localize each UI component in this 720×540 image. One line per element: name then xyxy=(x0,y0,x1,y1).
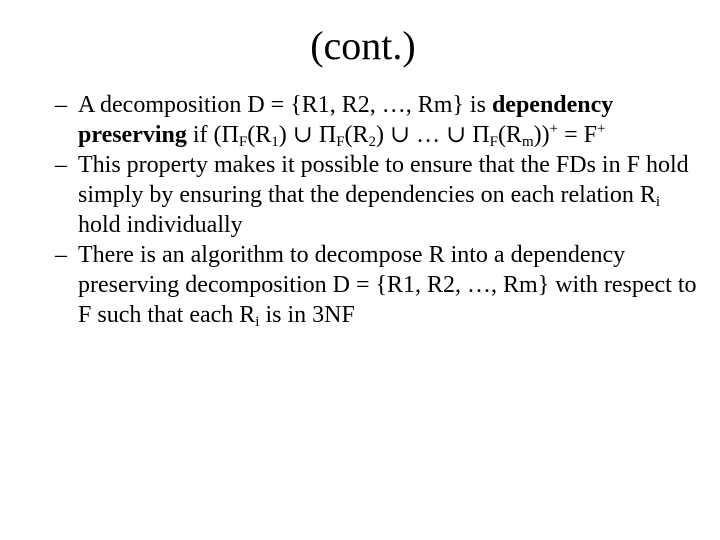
bold-term: dependency preserving xyxy=(78,92,614,148)
bullet-dash: – xyxy=(55,152,67,178)
formula-equals-f: = F xyxy=(558,122,597,148)
subscript-m: m xyxy=(521,134,534,150)
subscript-2: 2 xyxy=(368,134,377,150)
superscript-plus: + xyxy=(549,121,559,137)
subscript-f: F xyxy=(489,134,498,150)
subscript-1: 1 xyxy=(271,134,279,150)
ellipsis: … xyxy=(416,122,441,148)
bullet-text: There is an algorithm to decompose R into a dependency preserving decomposition D = {R1, R2, …, Rm} with respect to F such that each R xyxy=(78,242,697,328)
bullet-dash: – xyxy=(55,92,67,118)
bullet-text: A decomposition D = {R1, R2, …, Rm} is xyxy=(78,92,486,118)
union-symbol: ∪ xyxy=(286,122,319,148)
formula-closes: )) xyxy=(533,122,550,148)
superscript-plus: + xyxy=(596,121,606,137)
bullet-property-explanation xyxy=(0,150,720,240)
formula-if: if ( xyxy=(186,122,222,148)
formula-close: ) xyxy=(278,122,287,148)
bullet-text: This property makes it possible to ensure that the FDs in F hold simply by ensuring that the dependencies on each relation R xyxy=(78,152,689,208)
subscript-f: F xyxy=(336,134,345,150)
union-symbol: ∪ xyxy=(440,122,473,148)
bullet-algorithm-3nf xyxy=(0,240,720,330)
bullet-dependency-preserving-definition xyxy=(0,90,720,150)
formula-r: (R xyxy=(247,122,272,148)
bullet-text: hold individually xyxy=(78,212,243,238)
pi-symbol: Π xyxy=(472,122,490,148)
slide-body xyxy=(0,90,720,330)
bullet-text: is in 3NF xyxy=(259,302,355,328)
subscript-f: F xyxy=(238,134,248,150)
subscript-i: i xyxy=(655,194,661,210)
formula-close: ) xyxy=(376,122,385,148)
pi-symbol: Π xyxy=(221,122,239,148)
formula-r: (R xyxy=(344,122,369,148)
formula-r: (R xyxy=(497,122,522,148)
subscript-i: i xyxy=(255,314,260,330)
pi-symbol: Π xyxy=(318,122,337,148)
bullet-dash: – xyxy=(55,242,67,268)
slide-title: (cont.) xyxy=(310,23,416,68)
union-symbol: ∪ xyxy=(384,122,417,148)
